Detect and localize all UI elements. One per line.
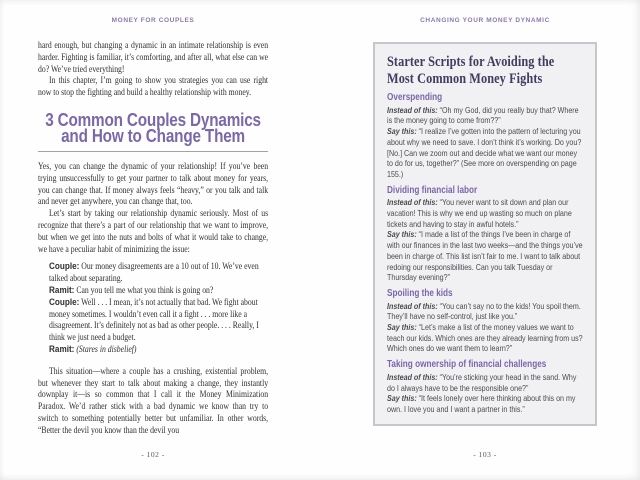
script-section-heading: Dividing financial labor	[387, 184, 478, 196]
dialogue-text: Our money disagreements are a 10 out of 10. We’ve even talked about separating.	[49, 261, 259, 284]
page-number-right: - 103 -	[473, 450, 497, 459]
dialogue-speaker: Couple:	[49, 296, 80, 308]
page-number-left: - 102 -	[141, 450, 165, 459]
script-label: Say this:	[387, 322, 417, 333]
script-sections	[387, 93, 583, 415]
dialogue-speaker: Ramit:	[49, 343, 75, 355]
script-label: Instead of this:	[387, 300, 438, 311]
box-title-line: Most Common Money Fights	[387, 70, 543, 87]
body-paragraph: hard enough, but changing a dynamic in an intimate relationship is even harder. Fighting is familiar, it’s comforting, and after all, what else can we do? We’ve tried everything!	[38, 40, 269, 74]
body-paragraph: In this chapter, I’m going to show you strategies you can use right now to stop the fighting and build a healthy relationship with money.	[38, 75, 269, 98]
page-left	[38, 0, 268, 480]
page-right	[373, 0, 597, 480]
script-text: “I realize I’ve gotten into the pattern of lecturing you about why we need to save. I don’t think it’s working. Do you? [No.] Can we zoom out and decide what we want our money to do for us, together?” (See more on overspending on page 155.)	[387, 126, 582, 179]
starter-scripts-title	[387, 54, 583, 87]
dialogue-text: Well . . . I mean, it’s not actually that bad. We fight about money sometimes. I wouldn’t even call it a fight . . . more like a disagreement. It’s definitely not as bad as other people. . . . Really, I think we just need a budget.	[49, 296, 259, 343]
script-section-heading: Spoiling the kids	[387, 287, 453, 299]
script-label: Instead of this:	[387, 371, 438, 382]
dialogue-text: Can you tell me what you think is going on?	[74, 284, 214, 295]
script-section	[387, 289, 583, 354]
body-paragraph: Let’s start by taking our relationship dynamic seriously. Most of us recognize that there’s a part of our relationship that we want to improve, but when we get into the nuts and bolts of what it would take to change, we have a peculiar habit of minimizing the issue:	[38, 208, 269, 254]
instead-line	[387, 197, 583, 229]
left-text-column	[38, 40, 268, 437]
script-text: “You’re sticking your head in the sand. Why do I always have to be the responsible one?”	[387, 371, 577, 393]
script-text: “Oh my God, did you really buy that? Where is the money going to come from??”	[387, 104, 579, 126]
box-title-line: Starter Scripts for Avoiding the	[387, 54, 555, 70]
instead-line	[387, 105, 583, 126]
script-label: Say this:	[387, 393, 417, 404]
body-paragraph: This situation—where a couple has a crushing, existential problem, but whenever they start to talk about making a change, they instantly downplay it—is so common that I call it the Money Minimization Paradox. We’d rather stick with a bad dynamic we know than try to switch to something potentially better but unfamiliar. In other words, “Better the devil you know than the devil you	[38, 365, 269, 435]
instead-line	[387, 372, 583, 393]
chapter-heading-line: and How to Change Them	[61, 126, 245, 147]
say-line	[387, 322, 583, 354]
chapter-heading	[38, 109, 268, 147]
dialogue-text: (Stares in disbelief)	[74, 343, 137, 354]
say-line	[387, 229, 583, 283]
script-label: Instead of this:	[387, 104, 438, 115]
script-label: Say this:	[387, 229, 417, 240]
starter-scripts-box	[373, 42, 597, 426]
script-section-heading: Taking ownership of financial challenges	[387, 359, 547, 371]
script-section	[387, 360, 583, 415]
instead-line	[387, 301, 583, 322]
running-head-left: MONEY FOR COUPLES	[111, 17, 195, 24]
script-label: Say this:	[387, 126, 417, 137]
script-text: “It feels lonely over here thinking about this on my own. I love you and I want a partner in this.”	[387, 393, 576, 414]
say-line	[387, 393, 583, 414]
heading-rule	[38, 151, 268, 152]
script-label: Instead of this:	[387, 197, 438, 208]
script-section-heading: Overspending	[387, 92, 443, 103]
body-paragraph: Yes, you can change the dynamic of your relationship! If you’ve been trying unsuccessfully to get your partner to talk about money for years, you can change that. If money always feels “heavy,” or you talk and talk and never get anywhere, you can change that, too.	[38, 160, 269, 207]
dialogue-line	[49, 261, 268, 285]
chapter-heading-line: 3 Common Couples Dynamics	[45, 109, 261, 130]
dialogue-block	[49, 261, 268, 355]
script-text: “Let’s make a list of the money values we want to teach our kids. Which ones are they already learning from us? Which ones do we want them to learn?”	[387, 322, 583, 354]
dialogue-speaker: Ramit:	[49, 284, 75, 296]
script-section	[387, 186, 583, 283]
running-head-right: CHANGING YOUR MONEY DYNAMIC	[420, 17, 550, 24]
dialogue-line	[49, 297, 268, 344]
script-text: “I made a list of the things I’ve been in charge of with our finances in the last two weeks—and the things you’ve been in charge of. This list isn’t fair to me. I want to talk about redoing our responsibilities. Can you talk Tuesday or Thursday evening?”	[387, 229, 583, 283]
script-text: “You never want to sit down and plan our vacation! This is why we end up wasting so much on plane tickets and having to stay in awful hotels.”	[387, 197, 572, 229]
dialogue-line	[49, 344, 268, 356]
script-section	[387, 93, 583, 180]
script-text: “You can’t say no to the kids! You spoil them. They’ll have no self-control, just like you.”	[387, 300, 581, 322]
say-line	[387, 126, 583, 180]
dialogue-line	[49, 285, 268, 297]
starter-scripts-content	[387, 54, 583, 415]
dialogue-speaker: Couple:	[49, 261, 80, 273]
